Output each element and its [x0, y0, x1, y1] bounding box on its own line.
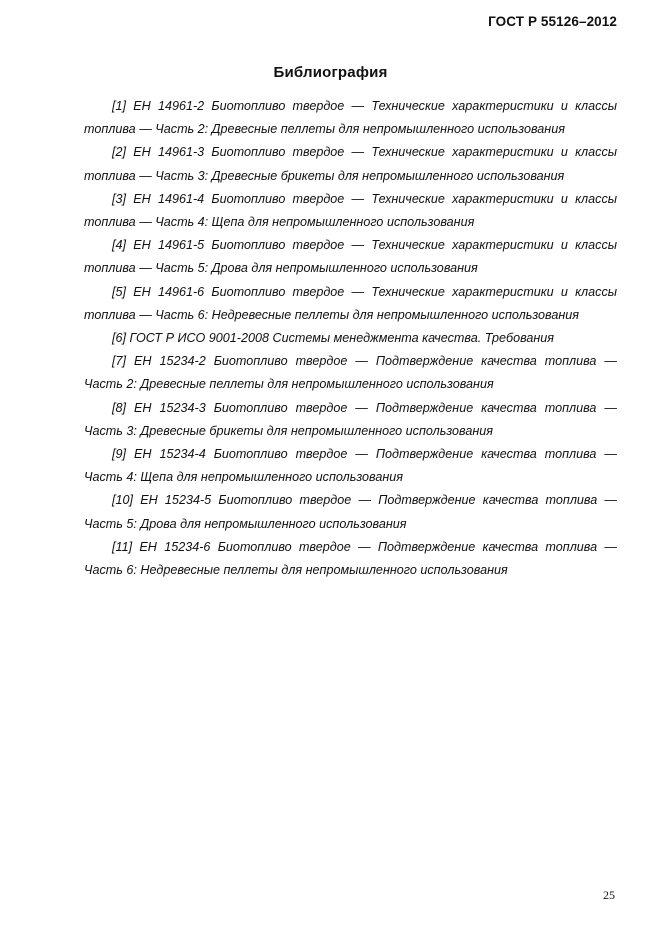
entry-text: Биотопливо твердое — Подтверждение качества топлива — Часть 6: Недревесные пеллеты для непромышленного использования [84, 539, 618, 578]
entry-code: ЕН 15234-2 [134, 354, 206, 369]
bibliography-entry [84, 443, 617, 489]
bibliography-entry [84, 281, 617, 327]
entry-code: ЕН 14961-6 [133, 284, 205, 299]
bibliography-entry [84, 95, 617, 141]
entry-text: Биотопливо твердое — Подтверждение качества топлива — Часть 5: Дрова для непромышленного использования [84, 493, 618, 531]
bibliography-entry [84, 489, 617, 535]
entry-text: Биотопливо твердое — Подтверждение качества топлива — Часть 4: Щепа для непромышленного использования [84, 447, 618, 485]
entry-number: [10] [112, 493, 134, 508]
entry-number: [6] [112, 331, 127, 346]
entry-text: Биотопливо твердое — Подтверждение качества топлива — Часть 2: Древесные пеллеты для непромышленного использования [84, 354, 618, 392]
entry-code: ЕН 15234-4 [134, 447, 206, 462]
bibliography-list [84, 95, 617, 582]
page-number: 25 [603, 888, 615, 902]
bibliography-entry [84, 397, 617, 443]
entry-code: ЕН 14961-4 [133, 191, 205, 206]
entry-text: Системы менеджмента качества. Требования [272, 331, 555, 346]
entry-number: [7] [112, 354, 127, 369]
entry-code: ЕН 14961-5 [133, 238, 205, 253]
bibliography-entry [84, 350, 617, 396]
entry-text: Биотопливо твердое — Технические характеристики и классы топлива — Часть 2: Древесные пеллеты для непромышленного использования [84, 99, 618, 137]
entry-code: ГОСТ Р ИСО 9001-2008 [129, 331, 269, 346]
entry-text: Биотопливо твердое — Технические характеристики и классы топлива — Часть 6: Недревесные пеллеты для непромышленного использования [84, 284, 618, 322]
entry-number: [4] [112, 238, 127, 253]
entry-number: [1] [112, 99, 127, 113]
entry-number: [2] [112, 145, 127, 160]
entry-text: Биотопливо твердое — Технические характеристики и классы топлива — Часть 3: Древесные брикеты для непромышленного использования [84, 145, 618, 183]
document-header: ГОСТ Р 55126–2012 [488, 14, 617, 29]
bibliography-entry [84, 327, 617, 350]
entry-code: ЕН 15234-3 [134, 400, 206, 415]
entry-code: ЕН 15234-5 [140, 493, 212, 508]
entry-code: ЕН 14961-3 [133, 145, 205, 160]
entry-code: ЕН 15234-6 [139, 539, 211, 554]
entry-text: Биотопливо твердое — Подтверждение качества топлива — Часть 3: Древесные брикеты для непромышленного использования [84, 400, 618, 438]
entry-number: [8] [112, 400, 127, 415]
entry-number: [9] [112, 447, 127, 462]
entry-text: Биотопливо твердое — Технические характеристики и классы топлива — Часть 4: Щепа для непромышленного использования [84, 191, 618, 230]
entry-code: ЕН 14961-2 [133, 99, 205, 113]
bibliography-entry [84, 234, 617, 280]
entry-text: Биотопливо твердое — Технические характеристики и классы топлива — Часть 5: Дрова для непромышленного использования [84, 238, 618, 276]
bibliography-entry [84, 188, 617, 234]
entry-number: [5] [112, 284, 127, 299]
bibliography-entry [84, 536, 617, 582]
entry-number: [3] [112, 191, 127, 206]
bibliography-entry [84, 141, 617, 187]
page-title: Библиография [273, 64, 388, 81]
entry-number: [11] [112, 539, 133, 554]
